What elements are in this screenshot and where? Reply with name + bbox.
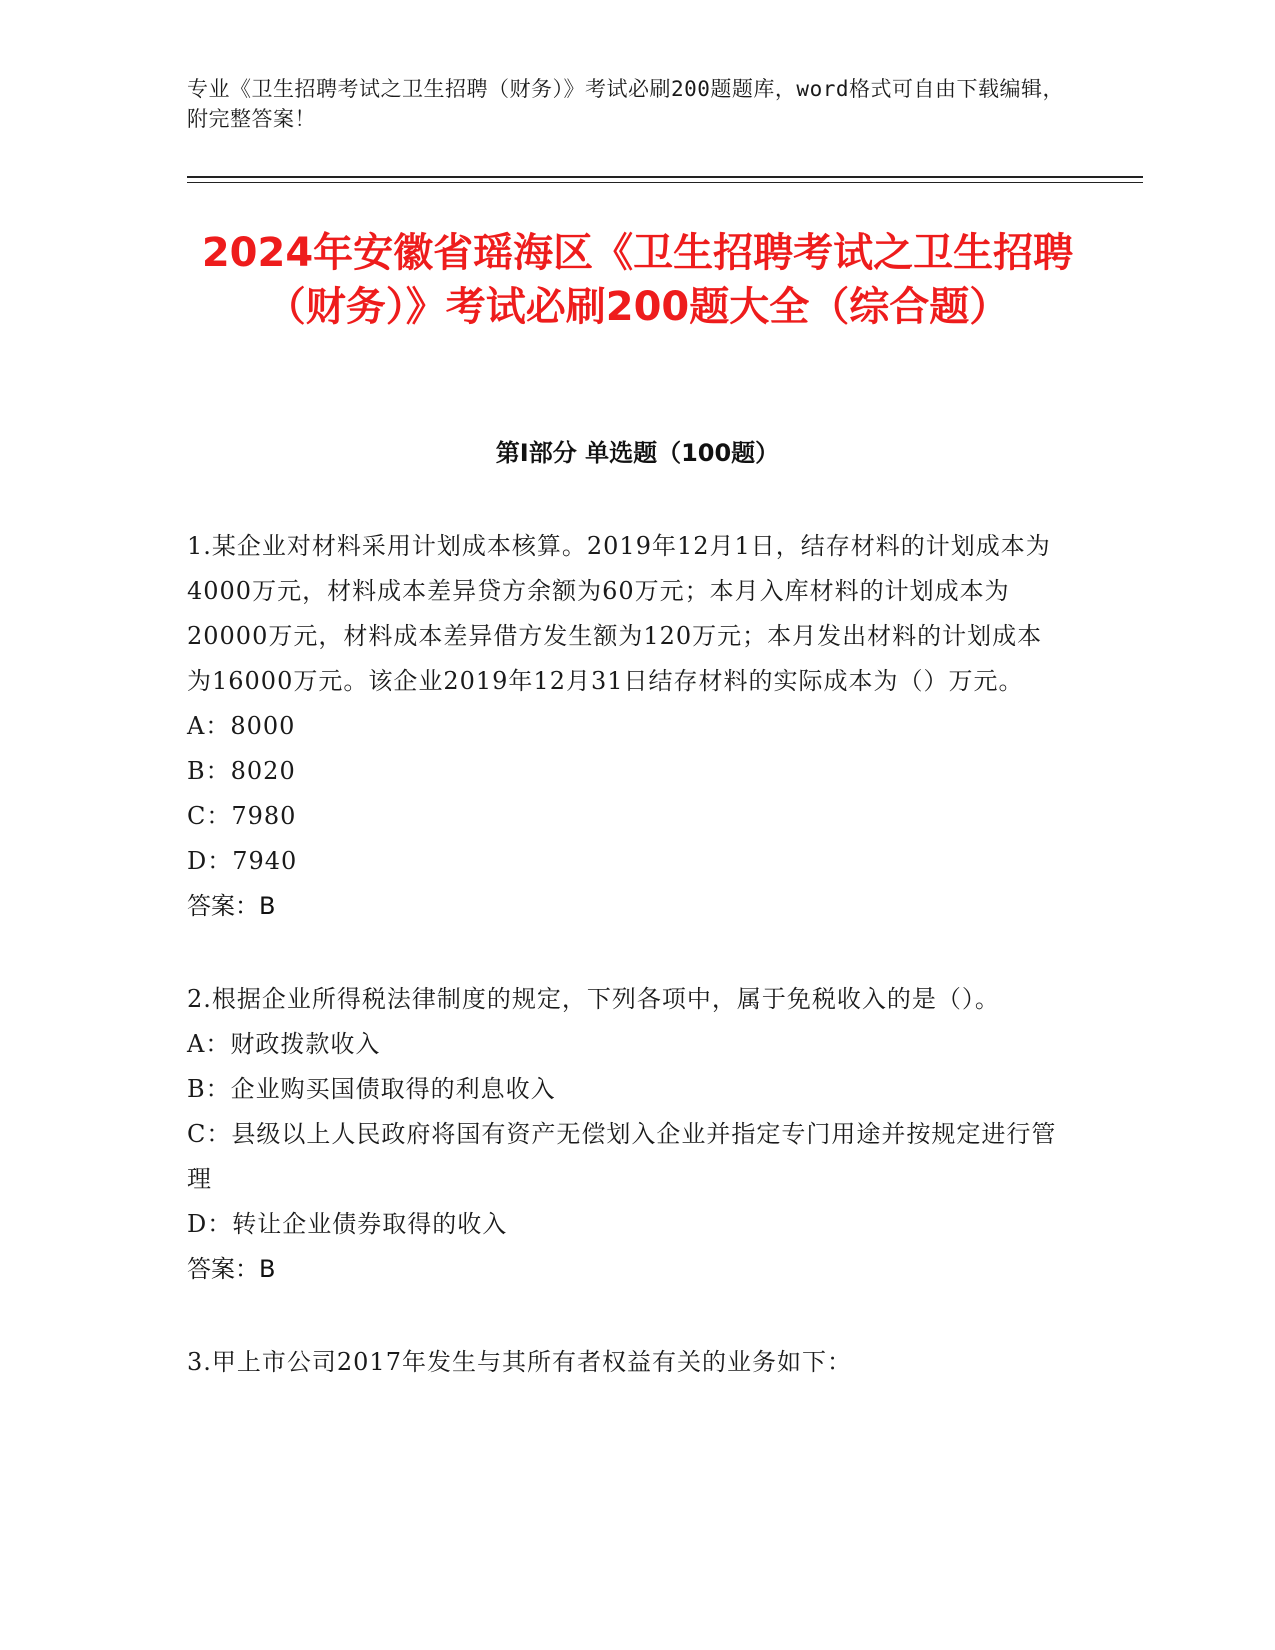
question-text: 1.某企业对材料采用计划成本核算。2019年12月1日，结存材料的计划成本为4000万元，材料成本差异贷方余额为60万元；本月入库材料的计划成本为20000万元，材料成本差异借方发生额为120万元；本月发出材料的计划成本为16000万元。该企业2019年12月31日结存材料的实际成本为（）万元。 [187, 532, 1051, 695]
option-a: A：8000 [187, 712, 296, 740]
option-c: C：县级以上人民政府将国有资产无偿划入企业并指定专门用途并按规定进行管理 [187, 1120, 1057, 1193]
question-2 [187, 977, 1067, 1292]
header-note: 专业《卫生招聘考试之卫生招聘（财务）》考试必刷200题题库，word格式可自由下载编辑，附完整答案！ [187, 77, 1064, 131]
header-divider-thin [187, 182, 1143, 183]
question-text: 2.根据企业所得税法律制度的规定，下列各项中，属于免税收入的是（）。 [187, 985, 1000, 1013]
question-text: 3.甲上市公司2017年发生与其所有者权益有关的业务如下： [187, 1348, 852, 1376]
option-d: D：7940 [187, 847, 298, 875]
option-d: D：转让企业债券取得的收入 [187, 1210, 508, 1238]
question-3 [187, 1340, 1067, 1385]
document-title: 2024年安徽省瑶海区《卫生招聘考试之卫生招聘（财务）》考试必刷200题大全（综合题） [201, 230, 1074, 330]
answer: 答案：B [187, 1255, 276, 1283]
answer: 答案：B [187, 892, 276, 920]
option-b: B：企业购买国债取得的利息收入 [187, 1075, 556, 1103]
option-a: A：财政拨款收入 [187, 1030, 381, 1058]
header-divider-thick [187, 176, 1143, 178]
question-1 [187, 524, 1067, 929]
question-list [187, 524, 1067, 1433]
option-c: C：7980 [187, 802, 297, 830]
section-title: 第Ⅰ部分 单选题（100题） [495, 439, 780, 467]
option-b: B：8020 [187, 757, 296, 785]
